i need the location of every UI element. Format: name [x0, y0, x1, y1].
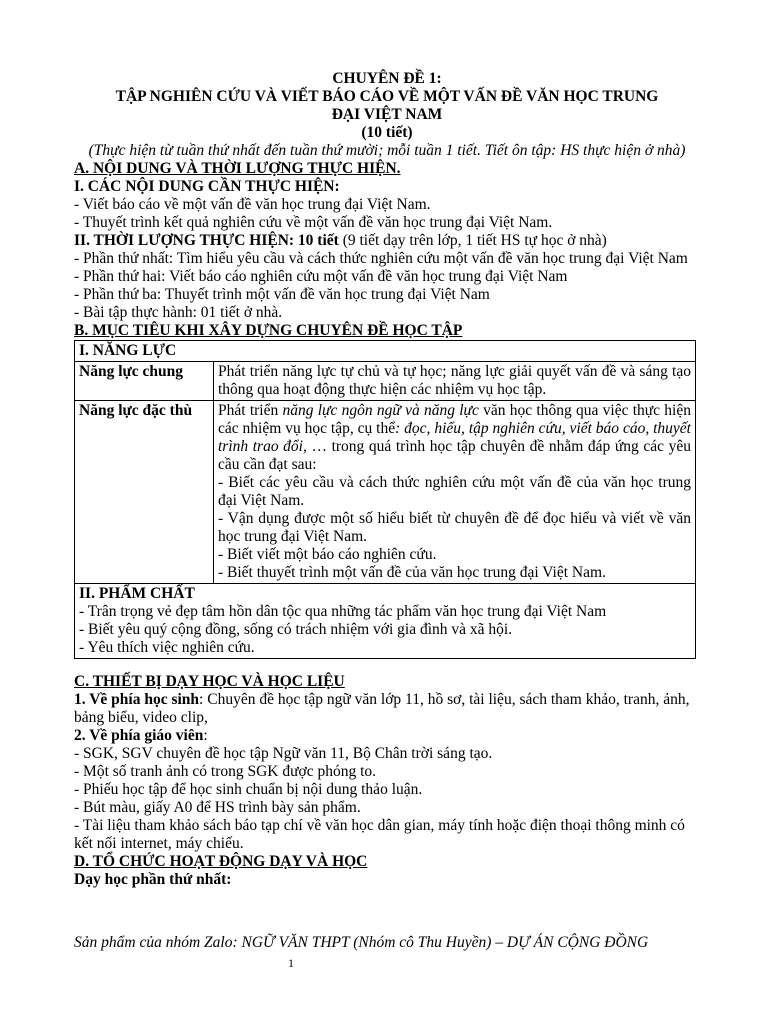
intro-part: … trong quá trình học tập chuyên đề nhằm đáp ứng các yêu cầu cần đạt sau:	[218, 438, 692, 473]
list-item: - Một số tranh ảnh có trong SGK được phóng to.	[74, 763, 377, 780]
list-item: - Biết yêu quý cộng đồng, sống có trách nhiệm với gia đình và xã hội.	[79, 621, 513, 638]
periods-label: (10 tiết)	[361, 124, 413, 141]
section-a-heading: A. NỘI DUNG VÀ THỜI LƯỢNG THỰC HIỆN.	[74, 160, 401, 177]
list-item: - Biết các yêu cầu và cách thức nghiên cứu một vấn đề của văn học trung đại Việt Nam.	[218, 474, 691, 509]
student-text: : Chuyên đề học tập ngữ văn lớp 11, hồ sơ, tài liệu, sách tham khảo, tranh, ảnh, bảng biểu, video clip,	[74, 691, 690, 726]
specific-competency-text	[214, 401, 696, 584]
duration-heading: II. THỜI LƯỢNG THỰC HIỆN: 10 tiết	[74, 232, 339, 249]
section-d-heading: D. TỔ CHỨC HOẠT ĐỘNG DẠY VÀ HỌC	[74, 853, 368, 870]
page-number: 1	[288, 956, 294, 970]
section-a-subheading-2	[74, 232, 700, 250]
student-resources	[74, 691, 700, 727]
objectives-table	[74, 340, 696, 659]
footer-text: Sản phẩm của nhóm Zalo: NGỮ VĂN THPT (Nhóm cô Thu Huyền) – DỰ ÁN CỘNG ĐỒNG	[74, 934, 649, 951]
spacer	[74, 659, 700, 673]
section-b-heading: B. MỤC TIÊU KHI XÂY DỰNG CHUYÊN ĐỀ HỌC TẬP	[74, 322, 463, 339]
list-item: - Phần thứ ba: Thuyết trình một vấn đề văn học trung đại Việt Nam	[74, 286, 490, 303]
list-item: - Yêu thích việc nghiên cứu.	[79, 639, 255, 656]
competency-header: I. NĂNG LỰC	[75, 341, 696, 362]
teacher-label: 2. Về phía giáo viên	[74, 727, 204, 744]
list-item: - Vận dụng được một số hiểu biết từ chuyên đề để đọc hiểu và viết về văn học trung đại Việt Nam.	[218, 510, 691, 545]
intro-part: văn học thông qua việc thực hiện các nhiệm vụ học tập, cụ thể	[218, 402, 691, 437]
intro-part: Phát triển	[218, 402, 283, 419]
specific-competency-intro	[218, 402, 691, 474]
student-label: 1. Về phía học sinh	[74, 691, 200, 708]
general-competency-label: Năng lực chung	[75, 362, 214, 401]
list-item: - Bài tập thực hành: 01 tiết ở nhà.	[74, 304, 283, 321]
duration-detail: (9 tiết dạy trên lớp, 1 tiết HS tự học ở nhà)	[338, 232, 607, 249]
list-item: - Thuyết trình kết quả nghiên cứu về một vấn đề văn học trung đại Việt Nam.	[74, 214, 553, 231]
intro-part-italic: : đọc, hiểu, tập nghiên cứu, viết báo cáo, thuyết trình trao đổi,	[218, 420, 691, 455]
qualities-cell	[75, 584, 696, 659]
teacher-resources	[74, 727, 700, 745]
list-item: - SGK, SGV chuyên đề học tập Ngữ văn 11, Bộ Chân trời sáng tạo.	[74, 745, 493, 762]
section-a-subheading-1: I. CÁC NỘI DUNG CẦN THỰC HIỆN:	[74, 178, 340, 195]
document-page	[74, 70, 700, 889]
list-item: - Biết thuyết trình một vấn đề của văn học trung đại Việt Nam.	[218, 564, 606, 581]
chapter-label: CHUYÊN ĐỀ 1:	[332, 70, 442, 87]
table-row	[75, 401, 696, 584]
table-row	[75, 584, 696, 659]
list-item: - Phần thứ nhất: Tìm hiểu yêu cầu và cách thức nghiên cứu một vấn đề văn học trung đại Việt Nam	[74, 250, 688, 267]
title-line-2: ĐẠI VIỆT NAM	[331, 106, 443, 123]
schedule-note: (Thực hiện từ tuần thứ nhất đến tuần thứ mười; mỗi tuần 1 tiết. Tiết ôn tập: HS thực hiện ở nhà)	[88, 142, 686, 159]
general-competency-text: Phát triển năng lực tự chủ và tự học; năng lực giải quyết vấn đề và sáng tạo thông qua hoạt động thực hiện các nhiệm vụ học tập.	[214, 362, 696, 401]
list-item: - Phần thứ hai: Viết báo cáo nghiên cứu một vấn đề văn học trung đại Việt Nam	[74, 268, 568, 285]
title-line-1: TẬP NGHIÊN CỨU VÀ VIẾT BÁO CÁO VỀ MỘT VẤN ĐỀ VĂN HỌC TRUNG	[115, 88, 659, 105]
section-d-subheading: Dạy học phần thứ nhất:	[74, 871, 232, 888]
list-item: - Tài liệu tham khảo sách báo tạp chí về văn học dân gian, máy tính hoặc điện thoại thông minh có kết nối internet, máy chiếu.	[74, 817, 685, 852]
section-c-heading: C. THIẾT BỊ DẠY HỌC VÀ HỌC LIỆU	[74, 673, 345, 690]
list-item: - Biết viết một báo cáo nghiên cứu.	[218, 546, 437, 563]
specific-competency-label: Năng lực đặc thù	[75, 401, 214, 584]
table-row	[75, 362, 696, 401]
intro-part-italic: năng lực ngôn ngữ và năng lực	[282, 402, 479, 419]
table-row	[75, 341, 696, 362]
list-item: - Bút màu, giấy A0 để HS trình bày sản phẩm.	[74, 799, 361, 816]
qualities-header: II. PHẨM CHẤT	[79, 585, 195, 602]
teacher-colon: :	[203, 727, 208, 744]
list-item: - Trân trọng vẻ đẹp tâm hồn dân tộc qua những tác phẩm văn học trung đại Việt Nam	[79, 603, 607, 620]
list-item: - Phiếu học tập để học sinh chuẩn bị nội dung thảo luận.	[74, 781, 423, 798]
list-item: - Viết báo cáo về một vấn đề văn học trung đại Việt Nam.	[74, 196, 431, 213]
